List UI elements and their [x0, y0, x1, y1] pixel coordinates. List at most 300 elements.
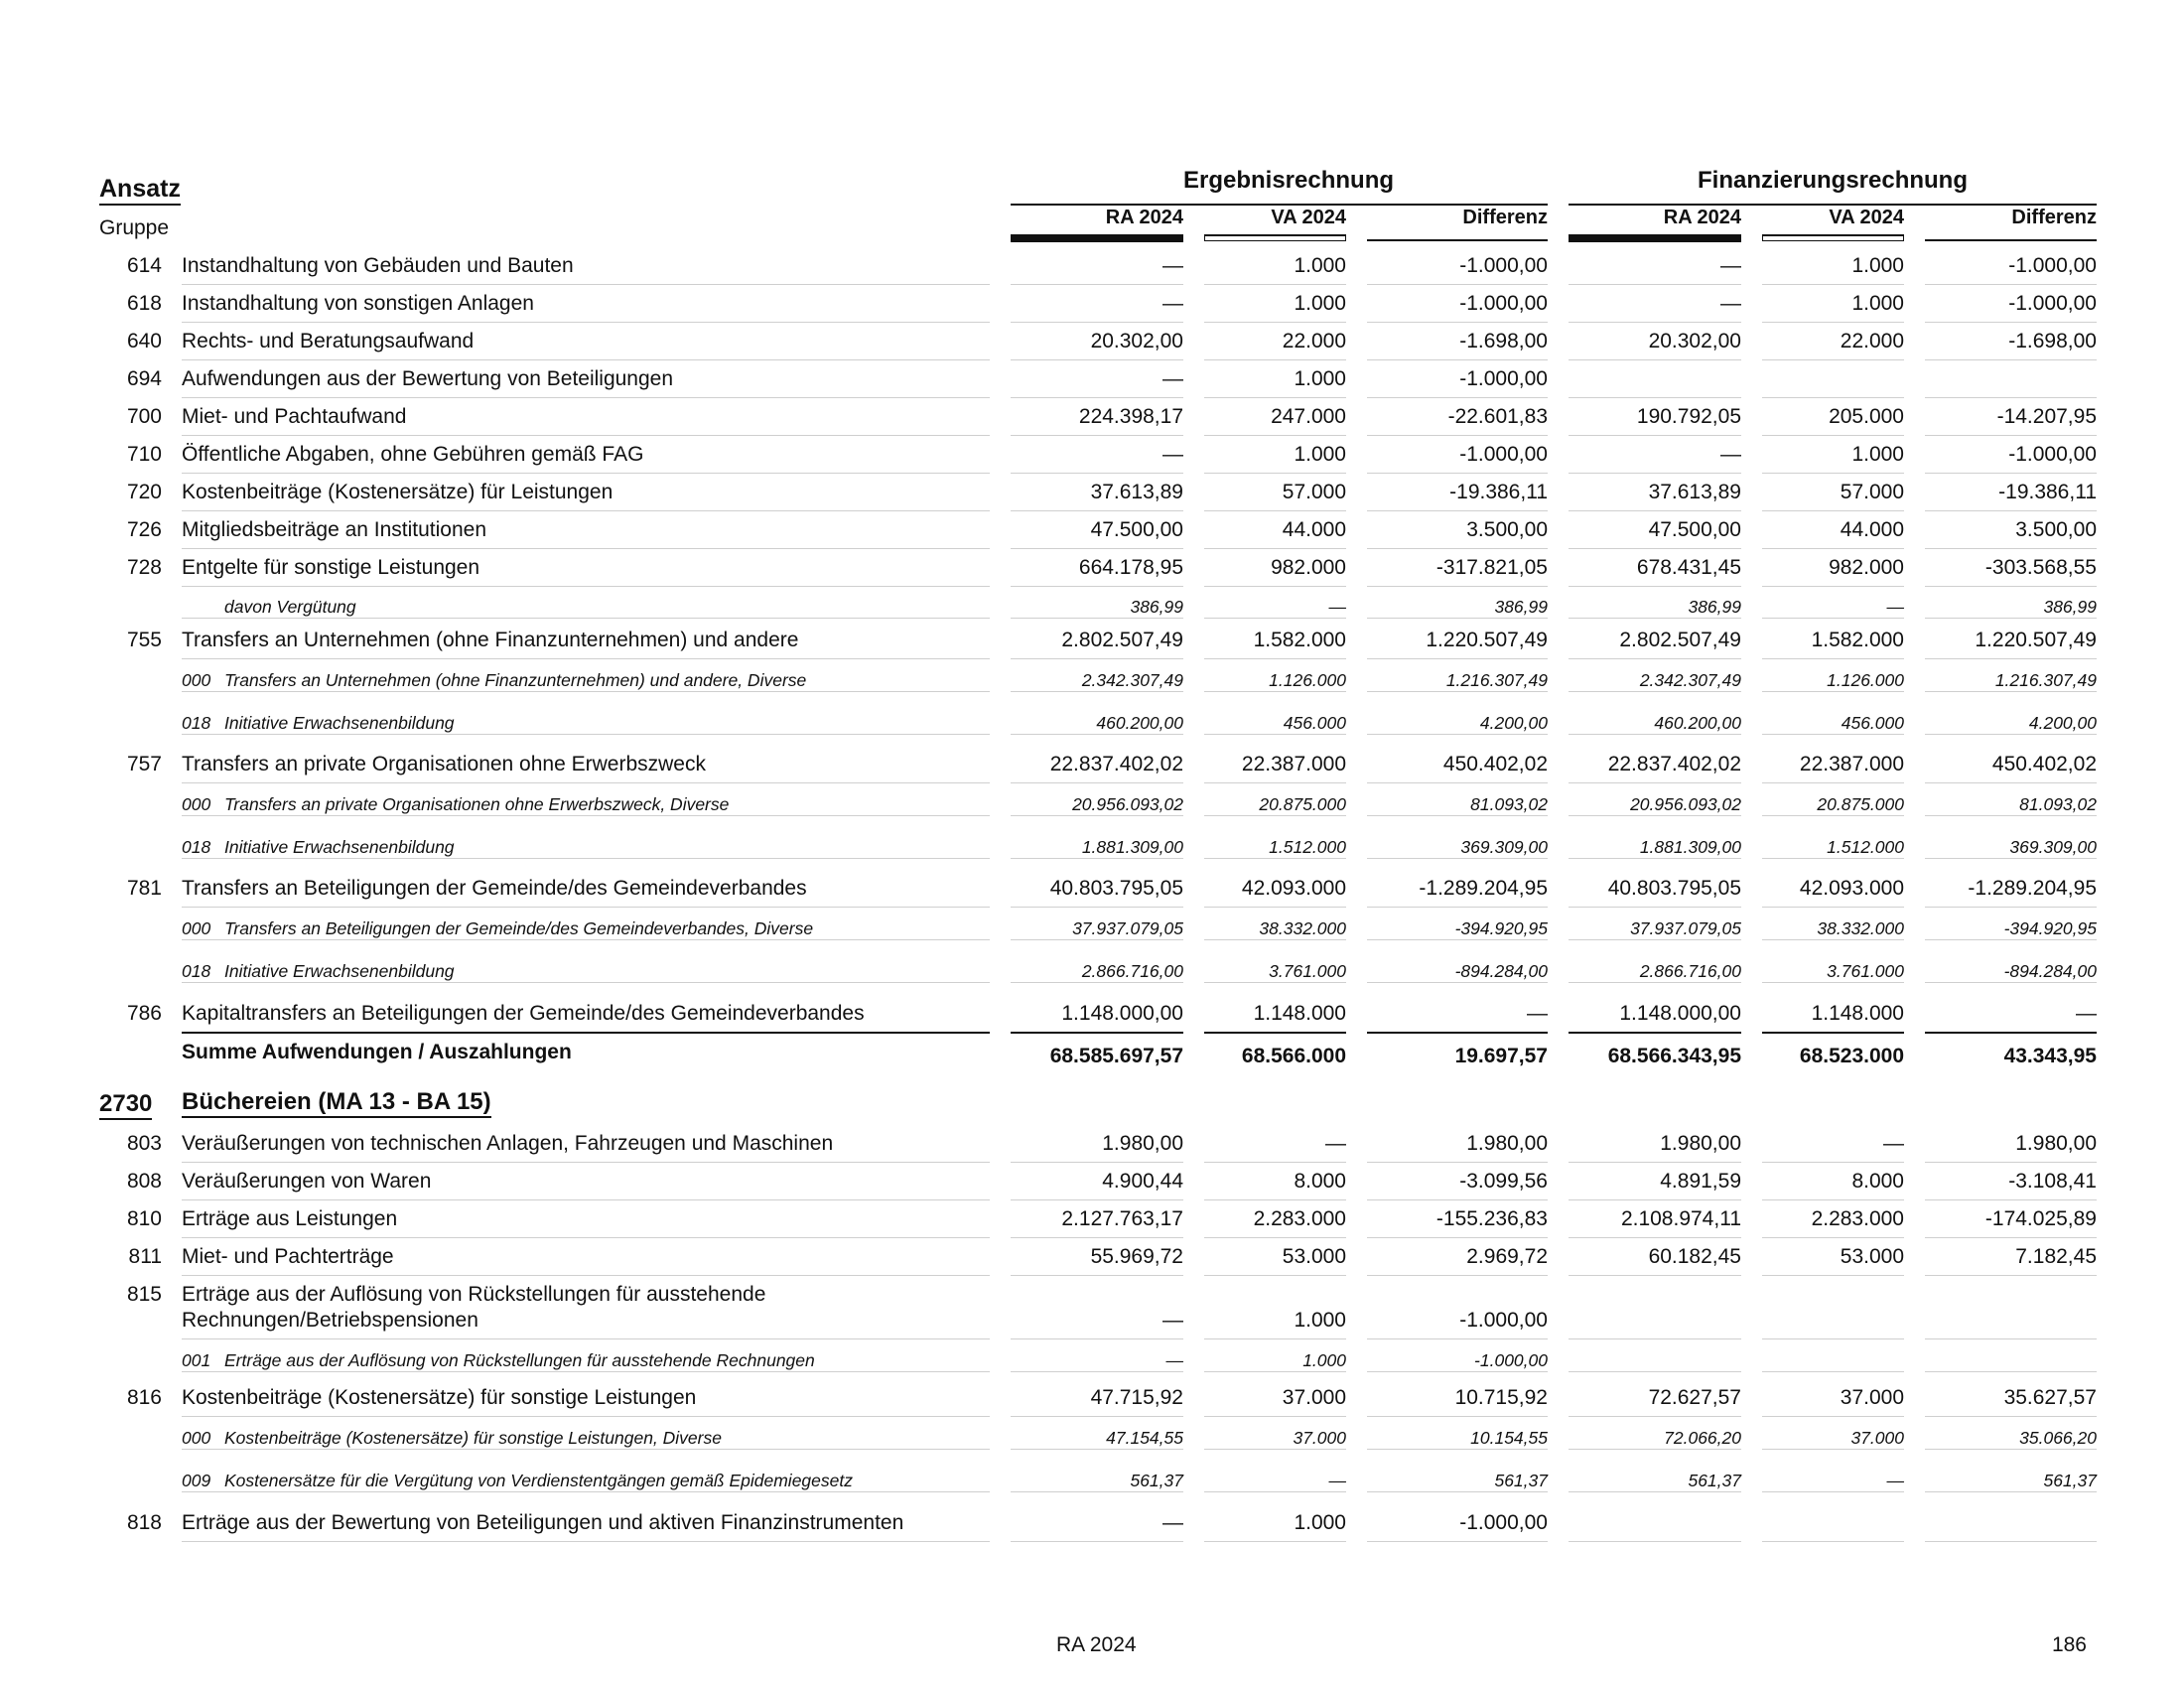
row-description: Kostenbeiträge (Kostenersätze) für Leistungen — [182, 481, 614, 503]
col-va-ergebnis: VA 2024 — [1271, 207, 1346, 228]
value-va-ergebnis: — — [1325, 1132, 1346, 1155]
value-ra-ergebnis: 20.302,00 — [1090, 330, 1183, 352]
cell-rule — [1762, 548, 1904, 549]
sub-description: Initiative Erwachsenenbildung — [224, 837, 455, 857]
cell-rule — [1367, 691, 1548, 692]
cell-rule — [1762, 473, 1904, 474]
value-va-ergebnis: 1.000 — [1294, 443, 1346, 466]
cell-rule — [1925, 1371, 2097, 1372]
value-va-ergebnis: 53.000 — [1282, 1245, 1346, 1268]
value-ra-finanz: 68.566.343,95 — [1607, 1045, 1741, 1067]
cell-rule — [1762, 1199, 1904, 1200]
cell-rule — [1204, 1449, 1346, 1450]
value-va-ergebnis: 8.000 — [1294, 1170, 1346, 1193]
cell-rule — [1762, 1275, 1904, 1276]
cell-rule — [1569, 1275, 1741, 1276]
cell-rule — [1762, 322, 1904, 323]
cell-rule — [1204, 1371, 1346, 1372]
cell-rule — [1762, 1541, 1904, 1542]
cell-rule — [1925, 586, 2097, 587]
cell-rule — [1204, 1275, 1346, 1276]
value-diff-ergebnis: -3.099,56 — [1459, 1170, 1548, 1193]
value-ra-finanz: 386,99 — [1688, 597, 1741, 617]
value-ra-ergebnis: 37.937.079,05 — [1072, 918, 1183, 938]
value-ra-ergebnis: 47.154,55 — [1106, 1428, 1183, 1448]
cell-rule — [1204, 359, 1346, 360]
row-rule — [182, 907, 990, 908]
cell-rule — [1925, 1237, 2097, 1238]
cell-rule — [1925, 1032, 2097, 1034]
cell-rule — [1204, 658, 1346, 659]
value-ra-finanz: 1.881.309,00 — [1639, 837, 1741, 857]
row-rule — [182, 691, 990, 692]
value-diff-finanz: 1.980,00 — [2015, 1132, 2097, 1155]
ra-marker-finanz — [1569, 234, 1741, 242]
value-va-ergebnis: 982.000 — [1271, 556, 1346, 579]
row-code: 810 — [126, 1207, 162, 1230]
cell-rule — [1367, 1338, 1548, 1339]
value-ra-ergebnis: — — [1162, 292, 1183, 315]
value-va-ergebnis: 1.000 — [1294, 1309, 1346, 1332]
cell-rule — [1762, 510, 1904, 511]
cell-rule — [1204, 982, 1346, 983]
value-ra-ergebnis: — — [1162, 367, 1183, 390]
value-diff-ergebnis: 3.500,00 — [1466, 518, 1548, 541]
value-ra-finanz: 4.891,59 — [1660, 1170, 1741, 1193]
value-va-ergebnis: — — [1328, 1471, 1346, 1490]
value-ra-finanz: 20.302,00 — [1648, 330, 1741, 352]
value-ra-ergebnis: — — [1165, 1350, 1183, 1370]
cell-rule — [1762, 939, 1904, 940]
value-ra-finanz: 561,37 — [1688, 1471, 1741, 1490]
row-rule — [182, 1449, 990, 1450]
cell-rule — [1367, 284, 1548, 285]
value-ra-finanz: — — [1720, 292, 1741, 315]
value-ra-finanz: 190.792,05 — [1636, 405, 1741, 428]
value-diff-ergebnis: 19.697,57 — [1454, 1045, 1548, 1067]
value-diff-ergebnis: -1.000,00 — [1459, 1309, 1548, 1332]
value-diff-finanz: 1.220.507,49 — [1975, 629, 2097, 651]
row-rule — [182, 815, 990, 816]
value-ra-ergebnis: 68.585.697,57 — [1049, 1045, 1183, 1067]
cell-rule — [1569, 1416, 1741, 1417]
value-ra-finanz: 2.866.716,00 — [1639, 961, 1741, 981]
cell-rule — [1925, 1199, 2097, 1200]
cell-rule — [1925, 939, 2097, 940]
cell-rule — [1569, 1449, 1741, 1450]
cell-rule — [1204, 815, 1346, 816]
value-ra-ergebnis: 40.803.795,05 — [1049, 877, 1183, 900]
finanzierungsrechnung-header: Finanzierungsrechnung — [1697, 167, 1968, 194]
diff-marker-ergebnis — [1367, 239, 1548, 241]
value-va-finanz: 20.875.000 — [1817, 794, 1904, 814]
sub-code: 018 — [182, 961, 211, 981]
value-ra-ergebnis: 2.127.763,17 — [1061, 1207, 1183, 1230]
cell-rule — [1011, 1162, 1183, 1163]
cell-rule — [1925, 782, 2097, 783]
cell-rule — [1569, 658, 1741, 659]
value-diff-ergebnis: — — [1527, 1002, 1548, 1025]
cell-rule — [1569, 618, 1741, 619]
cell-rule — [1011, 1541, 1183, 1542]
sub-code: 001 — [182, 1350, 211, 1370]
value-va-finanz: 456.000 — [1841, 713, 1904, 733]
row-code: 757 — [126, 753, 162, 775]
cell-rule — [1367, 397, 1548, 398]
cell-rule — [1204, 907, 1346, 908]
row-code: 720 — [126, 481, 162, 503]
cell-rule — [1925, 510, 2097, 511]
row-rule — [182, 1162, 990, 1163]
cell-rule — [1762, 658, 1904, 659]
value-diff-finanz: -394.920,95 — [2003, 918, 2097, 938]
cell-rule — [1569, 1032, 1741, 1034]
value-va-ergebnis: 1.000 — [1302, 1350, 1346, 1370]
row-description: Transfers an Unternehmen (ohne Finanzunternehmen) und andere — [182, 629, 799, 651]
cell-rule — [1011, 1199, 1183, 1200]
cell-rule — [1011, 510, 1183, 511]
cell-rule — [1367, 586, 1548, 587]
cell-rule — [1925, 473, 2097, 474]
value-va-ergebnis: 68.566.000 — [1241, 1045, 1346, 1067]
value-ra-finanz: 1.980,00 — [1660, 1132, 1741, 1155]
cell-rule — [1011, 1491, 1183, 1492]
cell-rule — [1569, 782, 1741, 783]
value-va-finanz: 1.000 — [1851, 254, 1904, 277]
cell-rule — [1367, 618, 1548, 619]
value-diff-finanz: 386,99 — [2043, 597, 2097, 617]
sub-code: 000 — [182, 670, 211, 690]
row-code: 818 — [126, 1511, 162, 1534]
value-va-ergebnis: 1.582.000 — [1253, 629, 1346, 651]
value-va-finanz: — — [1886, 597, 1904, 617]
cell-rule — [1011, 1416, 1183, 1417]
cell-rule — [1011, 734, 1183, 735]
row-rule — [182, 1491, 990, 1492]
cell-rule — [1569, 473, 1741, 474]
value-diff-finanz: -1.289.204,95 — [1968, 877, 2097, 900]
value-ra-finanz: 1.148.000,00 — [1619, 1002, 1741, 1025]
row-rule — [182, 322, 990, 323]
cell-rule — [1204, 1491, 1346, 1492]
cell-rule — [1204, 1416, 1346, 1417]
value-ra-finanz: 60.182,45 — [1648, 1245, 1741, 1268]
cell-rule — [1204, 734, 1346, 735]
cell-rule — [1569, 1199, 1741, 1200]
value-va-ergebnis: 37.000 — [1282, 1386, 1346, 1409]
cell-rule — [1011, 359, 1183, 360]
cell-rule — [1011, 397, 1183, 398]
ansatz-header: Ansatz — [99, 175, 181, 206]
row-rule — [182, 1199, 990, 1200]
row-code: 815 — [126, 1283, 162, 1306]
cell-rule — [1762, 858, 1904, 859]
cell-rule — [1925, 1275, 2097, 1276]
cell-rule — [1204, 782, 1346, 783]
value-diff-ergebnis: 1.220.507,49 — [1426, 629, 1548, 651]
value-va-ergebnis: 1.148.000 — [1253, 1002, 1346, 1025]
row-rule — [182, 548, 990, 549]
value-diff-finanz: -1.698,00 — [2008, 330, 2097, 352]
row-rule — [182, 1371, 990, 1372]
row-code: 728 — [126, 556, 162, 579]
cell-rule — [1762, 397, 1904, 398]
sub-description: Erträge aus der Auflösung von Rückstellungen für ausstehende Rechnungen — [224, 1350, 815, 1370]
row-rule — [182, 586, 990, 587]
value-va-finanz: 68.523.000 — [1799, 1045, 1904, 1067]
cell-rule — [1367, 734, 1548, 735]
sub-description: Transfers an Beteiligungen der Gemeinde/des Gemeindeverbandes, Diverse — [224, 918, 814, 938]
cell-rule — [1011, 618, 1183, 619]
cell-rule — [1569, 397, 1741, 398]
value-ra-finanz: 47.500,00 — [1648, 518, 1741, 541]
value-ra-ergebnis: 2.802.507,49 — [1061, 629, 1183, 651]
value-va-ergebnis: 456.000 — [1283, 713, 1346, 733]
cell-rule — [1011, 658, 1183, 659]
value-va-finanz: 1.000 — [1851, 292, 1904, 315]
value-diff-ergebnis: 1.216.307,49 — [1445, 670, 1548, 690]
cell-rule — [1569, 548, 1741, 549]
value-ra-ergebnis: 1.980,00 — [1102, 1132, 1183, 1155]
value-diff-ergebnis: 561,37 — [1494, 1471, 1548, 1490]
cell-rule — [1762, 1449, 1904, 1450]
sub-description: Kostenbeiträge (Kostenersätze) für sonstige Leistungen, Diverse — [224, 1428, 722, 1448]
value-ra-finanz: 678.431,45 — [1636, 556, 1741, 579]
cell-rule — [1204, 691, 1346, 692]
row-rule — [182, 658, 990, 659]
row-code: 803 — [126, 1132, 162, 1155]
value-ra-ergebnis: 1.148.000,00 — [1061, 1002, 1183, 1025]
cell-rule — [1367, 359, 1548, 360]
value-diff-ergebnis: -1.000,00 — [1459, 292, 1548, 315]
value-va-finanz: 8.000 — [1851, 1170, 1904, 1193]
sub-description: Initiative Erwachsenenbildung — [224, 961, 455, 981]
value-ra-finanz: — — [1720, 443, 1741, 466]
cell-rule — [1367, 1032, 1548, 1034]
cell-rule — [1569, 1237, 1741, 1238]
sub-description: Transfers an private Organisationen ohne Erwerbszweck, Diverse — [224, 794, 730, 814]
cell-rule — [1925, 1416, 2097, 1417]
value-va-ergebnis: — — [1328, 597, 1346, 617]
cell-rule — [1367, 1371, 1548, 1372]
col-diff-finanz: Differenz — [2011, 207, 2097, 228]
row-code: 726 — [126, 518, 162, 541]
cell-rule — [1569, 586, 1741, 587]
ra-marker-ergebnis — [1011, 234, 1183, 242]
row-rule — [182, 1338, 990, 1339]
cell-rule — [1367, 1199, 1548, 1200]
value-diff-ergebnis: 81.093,02 — [1470, 794, 1548, 814]
value-va-finanz: 44.000 — [1840, 518, 1904, 541]
cell-rule — [1204, 939, 1346, 940]
cell-rule — [1569, 435, 1741, 436]
value-diff-ergebnis: 10.715,92 — [1454, 1386, 1548, 1409]
cell-rule — [1011, 1449, 1183, 1450]
value-diff-ergebnis: 450.402,02 — [1442, 753, 1548, 775]
value-va-ergebnis: 3.761.000 — [1269, 961, 1346, 981]
row-rule — [182, 1541, 990, 1542]
cell-rule — [1762, 982, 1904, 983]
cell-rule — [1762, 284, 1904, 285]
cell-rule — [1569, 510, 1741, 511]
cell-rule — [1011, 907, 1183, 908]
value-diff-ergebnis: -19.386,11 — [1449, 481, 1548, 503]
cell-rule — [1011, 322, 1183, 323]
value-diff-ergebnis: 10.154,55 — [1470, 1428, 1548, 1448]
cell-rule — [1367, 1162, 1548, 1163]
value-diff-finanz: -303.568,55 — [1984, 556, 2097, 579]
sum-label: Summe Aufwendungen / Auszahlungen — [182, 1041, 572, 1063]
cell-rule — [1367, 1541, 1548, 1542]
page-number: 186 — [2051, 1633, 2087, 1656]
cell-rule — [1569, 815, 1741, 816]
cell-rule — [1925, 1162, 2097, 1163]
row-description: Instandhaltung von Gebäuden und Bauten — [182, 254, 574, 277]
cell-rule — [1762, 435, 1904, 436]
value-diff-ergebnis: -1.000,00 — [1459, 367, 1548, 390]
value-ra-ergebnis: — — [1162, 1309, 1183, 1332]
value-ra-ergebnis: 460.200,00 — [1096, 713, 1183, 733]
value-ra-ergebnis: — — [1162, 254, 1183, 277]
value-ra-finanz: 20.956.093,02 — [1630, 794, 1741, 814]
value-diff-finanz: 561,37 — [2043, 1471, 2097, 1490]
cell-rule — [1367, 658, 1548, 659]
col-diff-ergebnis: Differenz — [1462, 207, 1548, 228]
cell-rule — [1925, 691, 2097, 692]
cell-rule — [1569, 322, 1741, 323]
row-description: Kostenbeiträge (Kostenersätze) für sonstige Leistungen — [182, 1386, 697, 1409]
row-description: Mitgliedsbeiträge an Institutionen — [182, 518, 487, 541]
cell-rule — [1925, 548, 2097, 549]
cell-rule — [1569, 734, 1741, 735]
value-diff-ergebnis: 4.200,00 — [1479, 713, 1548, 733]
cell-rule — [1569, 907, 1741, 908]
finanz-header-rule — [1569, 204, 2097, 206]
row-description: Transfers an private Organisationen ohne Erwerbszweck — [182, 753, 706, 775]
value-ra-ergebnis: 224.398,17 — [1078, 405, 1183, 428]
value-ra-ergebnis: 561,37 — [1130, 1471, 1183, 1490]
cell-rule — [1367, 1237, 1548, 1238]
value-va-ergebnis: 247.000 — [1271, 405, 1346, 428]
col-va-finanz: VA 2024 — [1829, 207, 1904, 228]
value-va-ergebnis: 1.000 — [1294, 292, 1346, 315]
cell-rule — [1925, 618, 2097, 619]
value-ra-ergebnis: 55.969,72 — [1090, 1245, 1183, 1268]
cell-rule — [1367, 1416, 1548, 1417]
row-code: 781 — [126, 877, 162, 900]
section-title: Büchereien (MA 13 - BA 15) — [182, 1088, 491, 1118]
cell-rule — [1762, 1491, 1904, 1492]
gruppe-header: Gruppe — [99, 216, 170, 239]
value-diff-finanz: -3.108,41 — [2008, 1170, 2097, 1193]
row-rule — [182, 782, 990, 783]
cell-rule — [1011, 1237, 1183, 1238]
value-diff-ergebnis: -1.000,00 — [1459, 443, 1548, 466]
value-va-ergebnis: 38.332.000 — [1259, 918, 1346, 938]
cell-rule — [1011, 782, 1183, 783]
cell-rule — [1367, 435, 1548, 436]
cell-rule — [1569, 1162, 1741, 1163]
value-va-ergebnis: 22.387.000 — [1241, 753, 1346, 775]
row-description: Erträge aus der Bewertung von Beteiligungen und aktiven Finanzinstrumenten — [182, 1511, 904, 1534]
cell-rule — [1204, 1237, 1346, 1238]
cell-rule — [1762, 1338, 1904, 1339]
cell-rule — [1925, 1491, 2097, 1492]
value-va-ergebnis: 20.875.000 — [1259, 794, 1346, 814]
row-description: Entgelte für sonstige Leistungen — [182, 556, 480, 579]
value-ra-ergebnis: 664.178,95 — [1078, 556, 1183, 579]
value-ra-ergebnis: — — [1162, 1511, 1183, 1534]
va-marker-ergebnis — [1204, 234, 1346, 241]
cell-rule — [1569, 691, 1741, 692]
footer-label: RA 2024 — [1056, 1633, 1137, 1656]
row-rule — [182, 1416, 990, 1417]
cell-rule — [1367, 858, 1548, 859]
row-description: Erträge aus Leistungen — [182, 1207, 398, 1230]
row-code: 755 — [126, 629, 162, 651]
value-diff-ergebnis: -317.821,05 — [1435, 556, 1548, 579]
sub-code: 000 — [182, 794, 211, 814]
value-va-finanz: 53.000 — [1840, 1245, 1904, 1268]
cell-rule — [1925, 858, 2097, 859]
value-diff-ergebnis: -22.601,83 — [1447, 405, 1548, 428]
value-ra-ergebnis: 4.900,44 — [1102, 1170, 1183, 1193]
row-rule — [182, 359, 990, 360]
cell-rule — [1762, 618, 1904, 619]
cell-rule — [1367, 815, 1548, 816]
value-va-ergebnis: 1.000 — [1294, 1511, 1346, 1534]
row-code: 816 — [126, 1386, 162, 1409]
sub-code: 000 — [182, 1428, 211, 1448]
cell-rule — [1925, 397, 2097, 398]
value-va-ergebnis: 22.000 — [1282, 330, 1346, 352]
cell-rule — [1204, 548, 1346, 549]
cell-rule — [1011, 858, 1183, 859]
value-ra-finanz: 460.200,00 — [1654, 713, 1741, 733]
value-va-finanz: 3.761.000 — [1827, 961, 1904, 981]
sub-code: 000 — [182, 918, 211, 938]
value-va-finanz: 2.283.000 — [1811, 1207, 1904, 1230]
cell-rule — [1367, 322, 1548, 323]
cell-rule — [1569, 858, 1741, 859]
cell-rule — [1011, 1371, 1183, 1372]
row-rule — [182, 473, 990, 474]
cell-rule — [1011, 1275, 1183, 1276]
cell-rule — [1569, 1491, 1741, 1492]
cell-rule — [1011, 284, 1183, 285]
value-diff-finanz: 369.309,00 — [2009, 837, 2097, 857]
value-ra-ergebnis: 2.342.307,49 — [1081, 670, 1183, 690]
value-diff-ergebnis: -1.000,00 — [1459, 254, 1548, 277]
cell-rule — [1762, 907, 1904, 908]
value-ra-finanz: 72.066,20 — [1664, 1428, 1741, 1448]
row-code: 640 — [126, 330, 162, 352]
davon-description: davon Vergütung — [224, 597, 356, 617]
value-diff-ergebnis: 1.980,00 — [1466, 1132, 1548, 1155]
cell-rule — [1762, 691, 1904, 692]
value-va-finanz: 37.000 — [1850, 1428, 1904, 1448]
cell-rule — [1367, 982, 1548, 983]
value-va-ergebnis: 2.283.000 — [1253, 1207, 1346, 1230]
value-va-ergebnis: 1.512.000 — [1269, 837, 1346, 857]
cell-rule — [1204, 1541, 1346, 1542]
row-rule — [182, 397, 990, 398]
cell-rule — [1011, 982, 1183, 983]
cell-rule — [1925, 1449, 2097, 1450]
row-description: Miet- und Pachtaufwand — [182, 405, 407, 428]
cell-rule — [1925, 359, 2097, 360]
value-ra-ergebnis: 2.866.716,00 — [1081, 961, 1183, 981]
